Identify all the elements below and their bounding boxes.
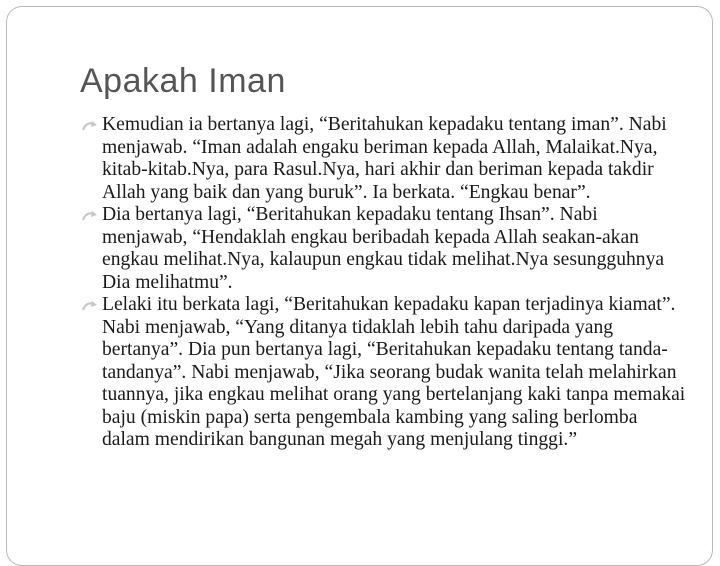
- bullet-text: Dia bertanya lagi, “Beritahukan kepadaku tentang Ihsan”. Nabi menjawab, “Hendaklah engkau beribadah kepada Allah seakan-akan engkau melihat.Nya, kalaupun engkau tidak melihat.Nya sesungguhnya Dia melihatmu”.: [102, 204, 665, 293]
- bullet-text: Lelaki itu berkata lagi, “Beritahukan kepadaku kapan terjadinya kiamat”. Nabi menjawab, “Yang ditanya tidaklah lebih tahu daripada yang bertanya”. Dia pun bertanya lagi, “Beritahukan kepadaku tentang tanda-tandanya”. Nabi menjawab, “Jika seorang budak wanita telah melahirkan tuannya, jika engkau melihat orang yang bertelanjang kaki tanpa memakai baju (miskin papa) serta pengembala kambing yang saling berlomba dalam mendirikan bangunan megah yang menjulang tinggi.”: [102, 294, 686, 450]
- curved-arrow-bullet-icon: [82, 120, 98, 132]
- bullet-item: [80, 114, 686, 204]
- curved-arrow-bullet-icon: [82, 300, 98, 312]
- slide-title: Apakah Iman: [80, 62, 286, 100]
- bullet-text: Kemudian ia bertanya lagi, “Beritahukan kepadaku tentang iman”. Nabi menjawab. “Iman adalah engaku beriman kepada Allah, Malaikat.Nya, kitab-kitab.Nya, para Rasul.Nya, hari akhir dan beriman kepada takdir Allah yang baik dan yang buruk”. Ia berkata. “Engkau benar”.: [102, 114, 667, 203]
- bullet-item: [80, 204, 686, 294]
- curved-arrow-bullet-icon: [82, 210, 98, 222]
- bullet-item: [80, 294, 686, 452]
- bullet-list: [80, 114, 686, 452]
